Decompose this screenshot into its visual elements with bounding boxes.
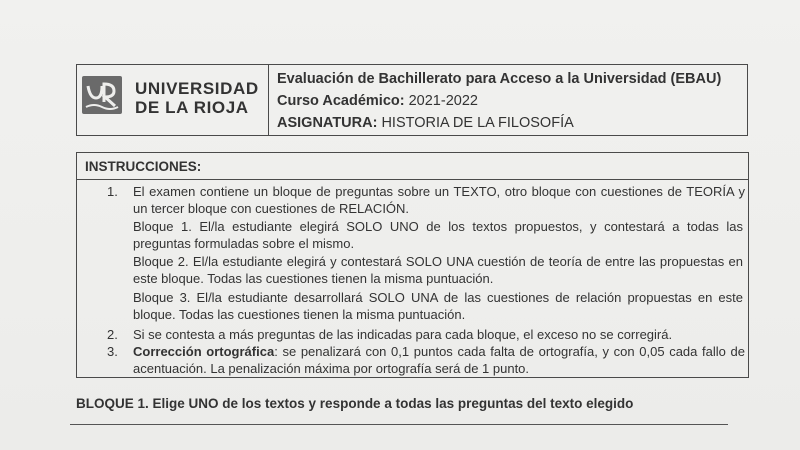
bloque-1-heading: BLOQUE 1. Elige UNO de los textos y responde a todas las preguntas del texto elegido	[76, 396, 634, 411]
university-crest-icon	[82, 76, 122, 114]
subject-value: HISTORIA DE LA FILOSOFÍA	[381, 115, 574, 131]
instruction-number: 2.	[107, 327, 118, 342]
exam-title-block	[269, 65, 747, 135]
instruction-text	[133, 343, 745, 377]
spelling-correction-label: Corrección ortográfica	[133, 344, 275, 359]
bloque-1-rule: Bloque 1. El/la estudiante elegirá SOLO UNO de los textos propuestos, y contestará a todas las preguntas formuladas sobre el mismo.	[133, 219, 743, 251]
subject-line	[277, 115, 574, 131]
section-divider	[70, 424, 728, 425]
university-name	[135, 79, 259, 117]
bloque-2-rule: Bloque 2. El/la estudiante elegirá y contestará SOLO UNA cuestión de teoría de entre las propuestas en este bloque. Todas las cuestiones tienen la misma puntuación.	[133, 254, 743, 286]
bloque-3-rule: Bloque 3. El/la estudiante desarrollará SOLO UNA de las cuestiones de relación propuestas en este bloque. Todas las cuestiones tienen la misma puntuación.	[133, 290, 743, 322]
instruction-text: Si se contesta a más preguntas de las indicadas para cada bloque, el exceso no se corregirá.	[133, 327, 673, 342]
instructions-heading: INSTRUCCIONES:	[77, 153, 748, 180]
course-label: Curso Académico:	[277, 93, 405, 109]
subject-label: ASIGNATURA:	[277, 115, 378, 131]
spelling-correction-text: : se penalizará con 0,1 puntos cada falta de ortografía, y con 0,05 cada fallo de acentuación. La penalización máxima por ortografía será de 1 punto.	[133, 344, 745, 376]
course-value: 2021-2022	[408, 93, 478, 109]
university-logo-block	[77, 65, 269, 135]
university-name-line1: UNIVERSIDAD	[135, 79, 259, 98]
exam-title: Evaluación de Bachillerato para Acceso a la Universidad (EBAU)	[277, 71, 722, 87]
course-line	[277, 93, 478, 109]
university-name-line2: DE LA RIOJA	[135, 98, 249, 117]
instruction-text: El examen contiene un bloque de preguntas sobre un TEXTO, otro bloque con cuestiones de TEORÍA y un tercer bloque con cuestiones de RELACIÓN.	[133, 184, 745, 216]
instruction-number: 3.	[107, 344, 118, 359]
instructions-box	[76, 152, 749, 378]
exam-header	[76, 64, 748, 136]
instruction-number: 1.	[107, 184, 118, 199]
